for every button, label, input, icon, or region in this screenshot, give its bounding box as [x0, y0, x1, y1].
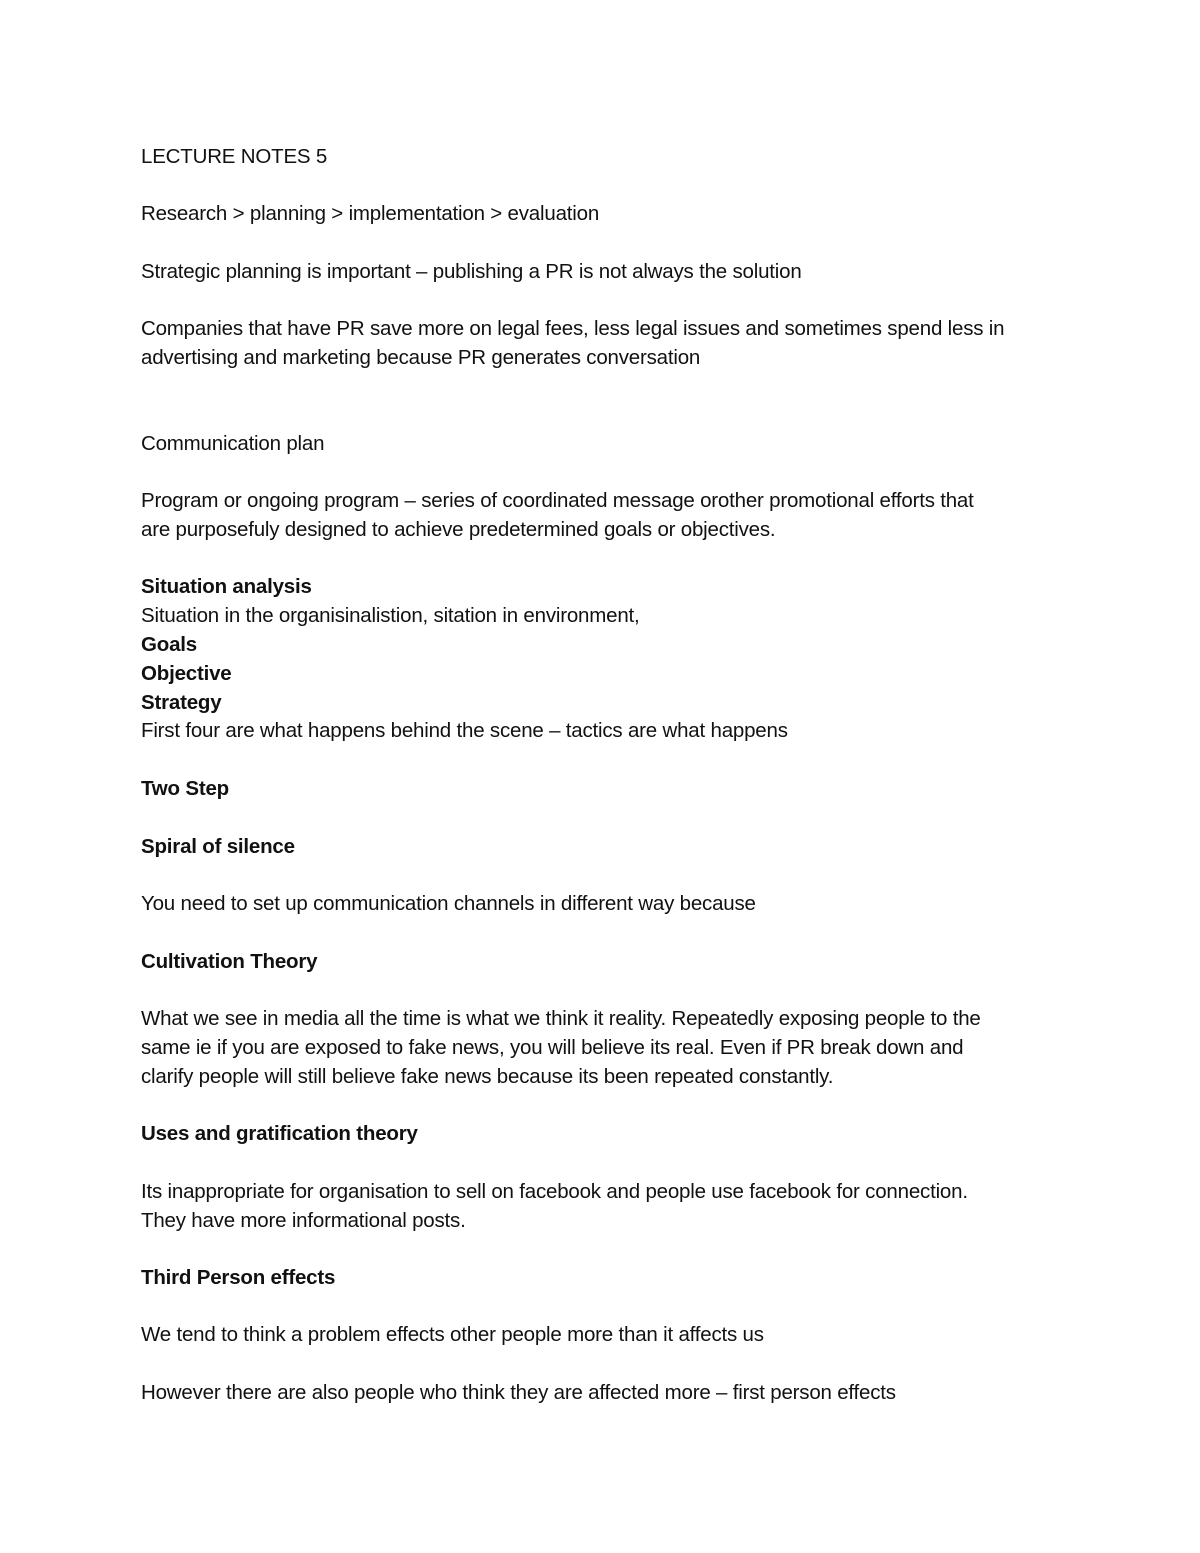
- program-line-1: Program or ongoing program – series of coordinated message orother promotional efforts that: [141, 489, 974, 512]
- third-person-text: We tend to think a problem effects other people more than it affects us: [141, 1323, 764, 1346]
- situation-analysis-heading: Situation analysis: [141, 575, 312, 598]
- companies-line-2: advertising and marketing because PR generates conversation: [141, 346, 701, 369]
- companies-line-1: Companies that have PR save more on legal fees, less legal issues and sometimes spend less in: [141, 317, 1005, 340]
- process-line: Research > planning > implementation > evaluation: [141, 202, 600, 225]
- situation-text: Situation in the organisinalistion, sitation in environment,: [141, 604, 640, 627]
- document-title: LECTURE NOTES 5: [141, 145, 328, 168]
- channels-line: You need to set up communication channels in different way because: [141, 892, 756, 915]
- cultivation-theory-heading: Cultivation Theory: [141, 950, 318, 973]
- objective-heading: Objective: [141, 662, 232, 685]
- communication-plan-heading: Communication plan: [141, 432, 325, 455]
- first-person-line: However there are also people who think they are affected more – first person effects: [141, 1381, 896, 1404]
- uses-gratification-heading: Uses and gratification theory: [141, 1122, 418, 1145]
- first-four-line: First four are what happens behind the scene – tactics are what happens: [141, 719, 788, 742]
- spiral-of-silence-heading: Spiral of silence: [141, 835, 295, 858]
- two-step-heading: Two Step: [141, 777, 229, 800]
- program-line-2: are purposefuly designed to achieve predetermined goals or objectives.: [141, 518, 776, 541]
- cultivation-line-1: What we see in media all the time is what we think it reality. Repeatedly exposing people to the: [141, 1007, 981, 1030]
- goals-heading: Goals: [141, 633, 197, 656]
- cultivation-line-3: clarify people will still believe fake news because its been repeated constantly.: [141, 1065, 834, 1088]
- third-person-heading: Third Person effects: [141, 1266, 336, 1289]
- cultivation-line-2: same ie if you are exposed to fake news, you will believe its real. Even if PR break down and: [141, 1036, 964, 1059]
- uses-line-2: They have more informational posts.: [141, 1209, 466, 1232]
- uses-line-1: Its inappropriate for organisation to sell on facebook and people use facebook for connection.: [141, 1180, 968, 1203]
- strategic-planning-line: Strategic planning is important – publishing a PR is not always the solution: [141, 260, 802, 283]
- strategy-heading: Strategy: [141, 691, 222, 714]
